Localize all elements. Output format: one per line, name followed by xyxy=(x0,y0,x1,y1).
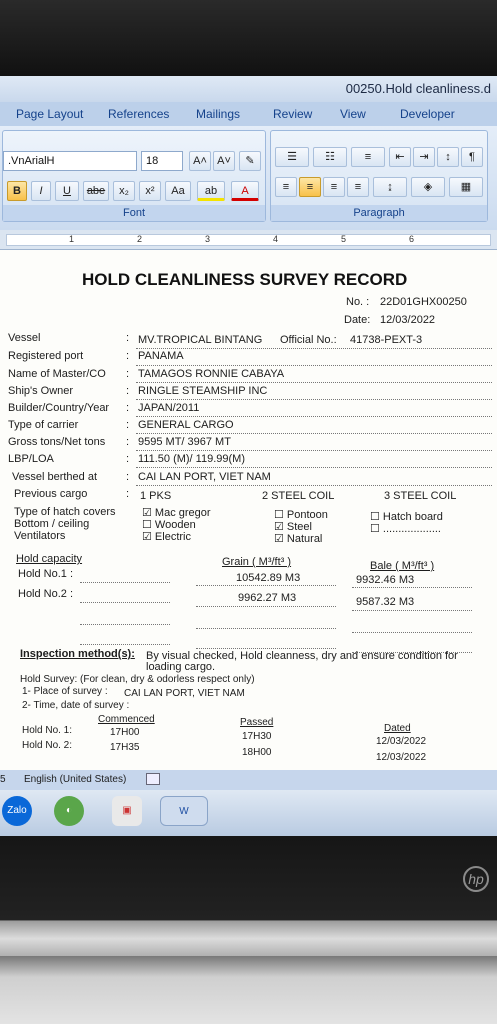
font-group-label: Font xyxy=(3,205,265,221)
checkbox-electric[interactable]: ☑ Electric xyxy=(142,531,191,543)
divider xyxy=(196,628,336,629)
grain-label: Grain ( M³/ft³ ) xyxy=(222,556,292,568)
document-page[interactable]: HOLD CLEANLINESS SURVEY RECORD No. : 22D01GHX00250 Date: 12/03/2022 Vessel : MV.TROPICAL BINTANG Official No.: 41738-PEXT-3 Registered port : PANAMA Name of Master/CO : TAMAGOS RONNIE CABAYA Ship's Owner : RINGLE STEAMSHIP INC Builder/Country/Year : JAPAN/2011 Type of carrier : GENERAL CARGO Gross tons/Net tons : 9595 MT/ 3967 MT LBP/LOA : 111.50 (M)/ 119.99(M) Vessel berthed at : CAI LAN PORT, VIET NAM Previous cargo : 1 PKS 2 STEEL COIL 3 STEEL COIL Type of hatch covers Bottom / ceiling Ventilators ☑ Mac gregor ☐ Wooden ☑ Electric ☐ Pontoon ☑ Steel ☑ Natural ☐ Hatch board ☐ ................... Hold capacity Grain ( M³/ft³ ) Bale ( M³/ft³ ) Hold No.1 : 10542.89 M3 9932.46 M3 Hold No.2 : 9962.27 M3 9587.32 M3 Inspection method(s): By visual checked, Hold cleanness, dry and ensure condition for loading cargo. Hold Survey: (For clean, dry & odorless respect only) 1- Place of survey : CAI LAN PORT, VIET NAM 2- Time, date of survey : Commenced Passed Dated Hold No. 1: 17H00 17H30 12/03/2022 Hold No. 2: 17H35 18H00 12/03/2022 xyxy=(0,250,497,770)
tab-view[interactable]: View xyxy=(340,107,366,121)
row2-passed: 18H00 xyxy=(242,747,272,758)
title-bar xyxy=(0,76,497,102)
divider xyxy=(136,485,492,486)
divider xyxy=(352,610,472,611)
bullets-icon[interactable]: ☰ xyxy=(275,147,309,167)
divider xyxy=(352,632,472,633)
inspection-value: By visual checked, Hold cleanness, dry and ensure condition for xyxy=(146,650,458,662)
screen xyxy=(0,76,497,836)
carrier-value: GENERAL CARGO xyxy=(138,419,234,431)
passed-header: Passed xyxy=(240,717,274,728)
hp-logo: hp xyxy=(463,866,489,892)
subscript-button[interactable]: x₂ xyxy=(113,181,135,201)
align-right-icon[interactable]: ≡ xyxy=(323,177,345,197)
bottom-label: Bottom / ceiling xyxy=(14,518,90,530)
italic-button[interactable]: I xyxy=(31,181,51,201)
horizontal-ruler[interactable] xyxy=(0,230,497,250)
checkbox-pontoon[interactable]: ☐ Pontoon xyxy=(274,509,328,521)
row1-commenced: 17H00 xyxy=(110,727,140,738)
page-title: HOLD CLEANLINESS SURVEY RECORD xyxy=(82,270,408,289)
tons-label: Gross tons/Net tons xyxy=(8,436,106,448)
hold1-bale: 9932.46 M3 xyxy=(356,574,415,586)
no-value: 22D01GHX00250 xyxy=(380,296,467,308)
font-group xyxy=(2,130,266,222)
checkbox-steel[interactable]: ☑ Steel xyxy=(274,521,312,533)
row1-dated: 12/03/2022 xyxy=(376,736,427,747)
lbp-value: 111.50 (M)/ 119.99(M) xyxy=(138,453,245,465)
clear-format-icon[interactable]: ✎ xyxy=(239,151,261,171)
builder-value: JAPAN/2011 xyxy=(138,402,200,414)
checkbox-other[interactable]: ☐ ................... xyxy=(370,523,441,535)
ribbon xyxy=(0,126,497,230)
superscript-button[interactable]: x² xyxy=(139,181,161,201)
network-icon[interactable]: ▣ xyxy=(112,796,142,826)
berthed-label: Vessel berthed at xyxy=(12,471,98,483)
divider xyxy=(136,382,492,383)
divider xyxy=(352,587,472,588)
hold2-label: Hold No.2 : xyxy=(18,588,74,600)
official-label: Official No.: xyxy=(280,334,337,346)
divider xyxy=(196,648,336,649)
proofing-icon[interactable] xyxy=(146,773,160,785)
divider xyxy=(80,624,170,625)
divider xyxy=(80,644,170,645)
port-value: PANAMA xyxy=(138,350,184,362)
align-left-icon[interactable]: ≡ xyxy=(275,177,297,197)
prev-cargo-1: 1 PKS xyxy=(140,490,172,502)
hold2-bale: 9587.32 M3 xyxy=(356,596,415,608)
tab-review[interactable]: Review xyxy=(273,107,313,121)
checkbox-mac-gregor[interactable]: ☑ Mac gregor xyxy=(142,507,211,519)
master-value: TAMAGOS RONNIE CABAYA xyxy=(138,368,285,380)
owner-label: Ship's Owner xyxy=(8,385,74,397)
divider xyxy=(136,450,492,451)
window-title: 00250.Hold cleanliness.d xyxy=(345,81,491,96)
line-spacing-icon[interactable]: ↨ xyxy=(373,177,407,197)
ruler-number: 5 xyxy=(341,234,347,244)
checkbox-hatch-board[interactable]: ☐ Hatch board xyxy=(370,511,443,523)
commenced-header: Commenced xyxy=(98,714,155,725)
inspection-value-cont: loading cargo. xyxy=(146,661,216,673)
divider xyxy=(136,433,492,434)
row2-dated: 12/03/2022 xyxy=(376,752,427,763)
place-label: 1- Place of survey : xyxy=(22,686,108,697)
tab-developer[interactable]: Developer xyxy=(400,107,455,121)
hatch-label: Type of hatch covers xyxy=(14,506,116,518)
zalo-icon[interactable]: Zalo xyxy=(2,796,32,826)
language-indicator[interactable]: English (United States) xyxy=(24,774,127,785)
prev-cargo-label: Previous cargo xyxy=(14,488,88,500)
shrink-font-button[interactable]: A˅ xyxy=(213,151,235,171)
laptop-bezel-top xyxy=(0,0,497,76)
grow-font-button[interactable]: A˄ xyxy=(189,151,211,171)
increase-indent-icon[interactable]: ⇥ xyxy=(413,147,435,167)
hold1-grain: 10542.89 M3 xyxy=(236,572,301,584)
highlight-icon[interactable]: ab xyxy=(197,181,225,201)
vent-label: Ventilators xyxy=(14,530,66,542)
no-label: No. : xyxy=(346,296,370,308)
ruler-number: 6 xyxy=(409,234,415,244)
carrier-label: Type of carrier xyxy=(8,419,79,431)
divider xyxy=(196,606,336,607)
align-center-icon[interactable]: ≡ xyxy=(299,177,321,197)
ruler-number: 3 xyxy=(205,234,211,244)
place-value: CAI LAN PORT, VIET NAM xyxy=(124,688,245,699)
change-case-button[interactable]: Aa xyxy=(165,181,191,201)
bold-button[interactable]: B xyxy=(7,181,27,201)
chrome-icon[interactable]: ◐ xyxy=(54,796,84,826)
divider xyxy=(136,399,492,400)
laptop-bezel-bottom xyxy=(0,836,497,1024)
row1-label: Hold No. 1: xyxy=(22,725,73,736)
hold-capacity-label: Hold capacity xyxy=(16,553,83,565)
ruler-number: 1 xyxy=(69,234,75,244)
taskbar xyxy=(0,790,497,836)
master-label: Name of Master/CO xyxy=(8,368,106,380)
ruler-number: 4 xyxy=(273,234,279,244)
checkbox-natural[interactable]: ☑ Natural xyxy=(274,533,323,545)
row1-passed: 17H30 xyxy=(242,731,272,742)
font-name-box[interactable]: .VnArialH xyxy=(3,151,137,171)
divider xyxy=(136,348,492,349)
borders-icon[interactable]: ▦ xyxy=(449,177,483,197)
sort-icon[interactable]: ↕ xyxy=(437,147,459,167)
divider xyxy=(136,467,492,468)
berthed-value: CAI LAN PORT, VIET NAM xyxy=(138,471,271,483)
tab-references[interactable]: References xyxy=(108,107,170,121)
ribbon-tabs xyxy=(0,102,497,126)
multilevel-list-icon[interactable]: ≡ xyxy=(351,147,385,167)
justify-icon[interactable]: ≡ xyxy=(347,177,369,197)
divider xyxy=(196,585,336,586)
port-label: Registered port xyxy=(8,350,84,362)
font-size-box[interactable]: 18 xyxy=(141,151,183,171)
date-label: Date: xyxy=(344,314,371,326)
ruler-track xyxy=(6,234,491,246)
hold1-label: Hold No.1 : xyxy=(18,568,74,580)
underline-button[interactable]: U xyxy=(55,181,79,201)
dated-header: Dated xyxy=(384,723,411,734)
date-value: 12/03/2022 xyxy=(380,314,436,326)
row2-commenced: 17H35 xyxy=(110,742,140,753)
divider xyxy=(80,582,170,583)
tons-value: 9595 MT/ 3967 MT xyxy=(138,436,231,448)
inspection-label: Inspection method(s): xyxy=(20,648,135,660)
divider xyxy=(136,416,492,417)
numbering-icon[interactable]: ☷ xyxy=(313,147,347,167)
lbp-label: LBP/LOA xyxy=(8,453,54,465)
show-formatting-icon[interactable]: ¶ xyxy=(461,147,483,167)
hold2-grain: 9962.27 M3 xyxy=(238,592,297,604)
divider xyxy=(136,365,492,366)
prev-cargo-2: 2 STEEL COIL xyxy=(262,490,335,502)
status-bar xyxy=(0,770,497,790)
tab-page-layout[interactable]: Page Layout xyxy=(16,107,84,121)
checkbox-wooden[interactable]: ☐ Wooden xyxy=(142,519,196,531)
vessel-label: Vessel xyxy=(8,332,41,344)
laptop-hinge xyxy=(0,920,497,956)
time-label: 2- Time, date of survey : xyxy=(22,700,130,711)
strikethrough-button[interactable]: abe xyxy=(83,181,109,201)
decrease-indent-icon[interactable]: ⇤ xyxy=(389,147,411,167)
paragraph-group-label: Paragraph xyxy=(271,205,487,221)
word-icon[interactable]: W xyxy=(160,796,208,826)
divider xyxy=(80,602,170,603)
page-indicator[interactable]: 5 xyxy=(0,774,6,785)
vessel-value: MV.TROPICAL BINTANG xyxy=(138,334,263,346)
ruler-number: 2 xyxy=(137,234,143,244)
prev-cargo-3: 3 STEEL COIL xyxy=(384,490,457,502)
official-value: 41738-PEXT-3 xyxy=(350,334,423,346)
builder-label: Builder/Country/Year xyxy=(8,402,110,414)
font-color-icon[interactable]: A xyxy=(231,181,259,201)
row2-label: Hold No. 2: xyxy=(22,740,73,751)
hold-survey-note: Hold Survey: (For clean, dry & odorless respect only) xyxy=(20,674,255,685)
bale-label: Bale ( M³/ft³ ) xyxy=(370,560,435,572)
owner-value: RINGLE STEAMSHIP INC xyxy=(138,385,268,397)
shading-icon[interactable]: ◈ xyxy=(411,177,445,197)
paragraph-group xyxy=(270,130,488,222)
tab-mailings[interactable]: Mailings xyxy=(196,107,241,121)
